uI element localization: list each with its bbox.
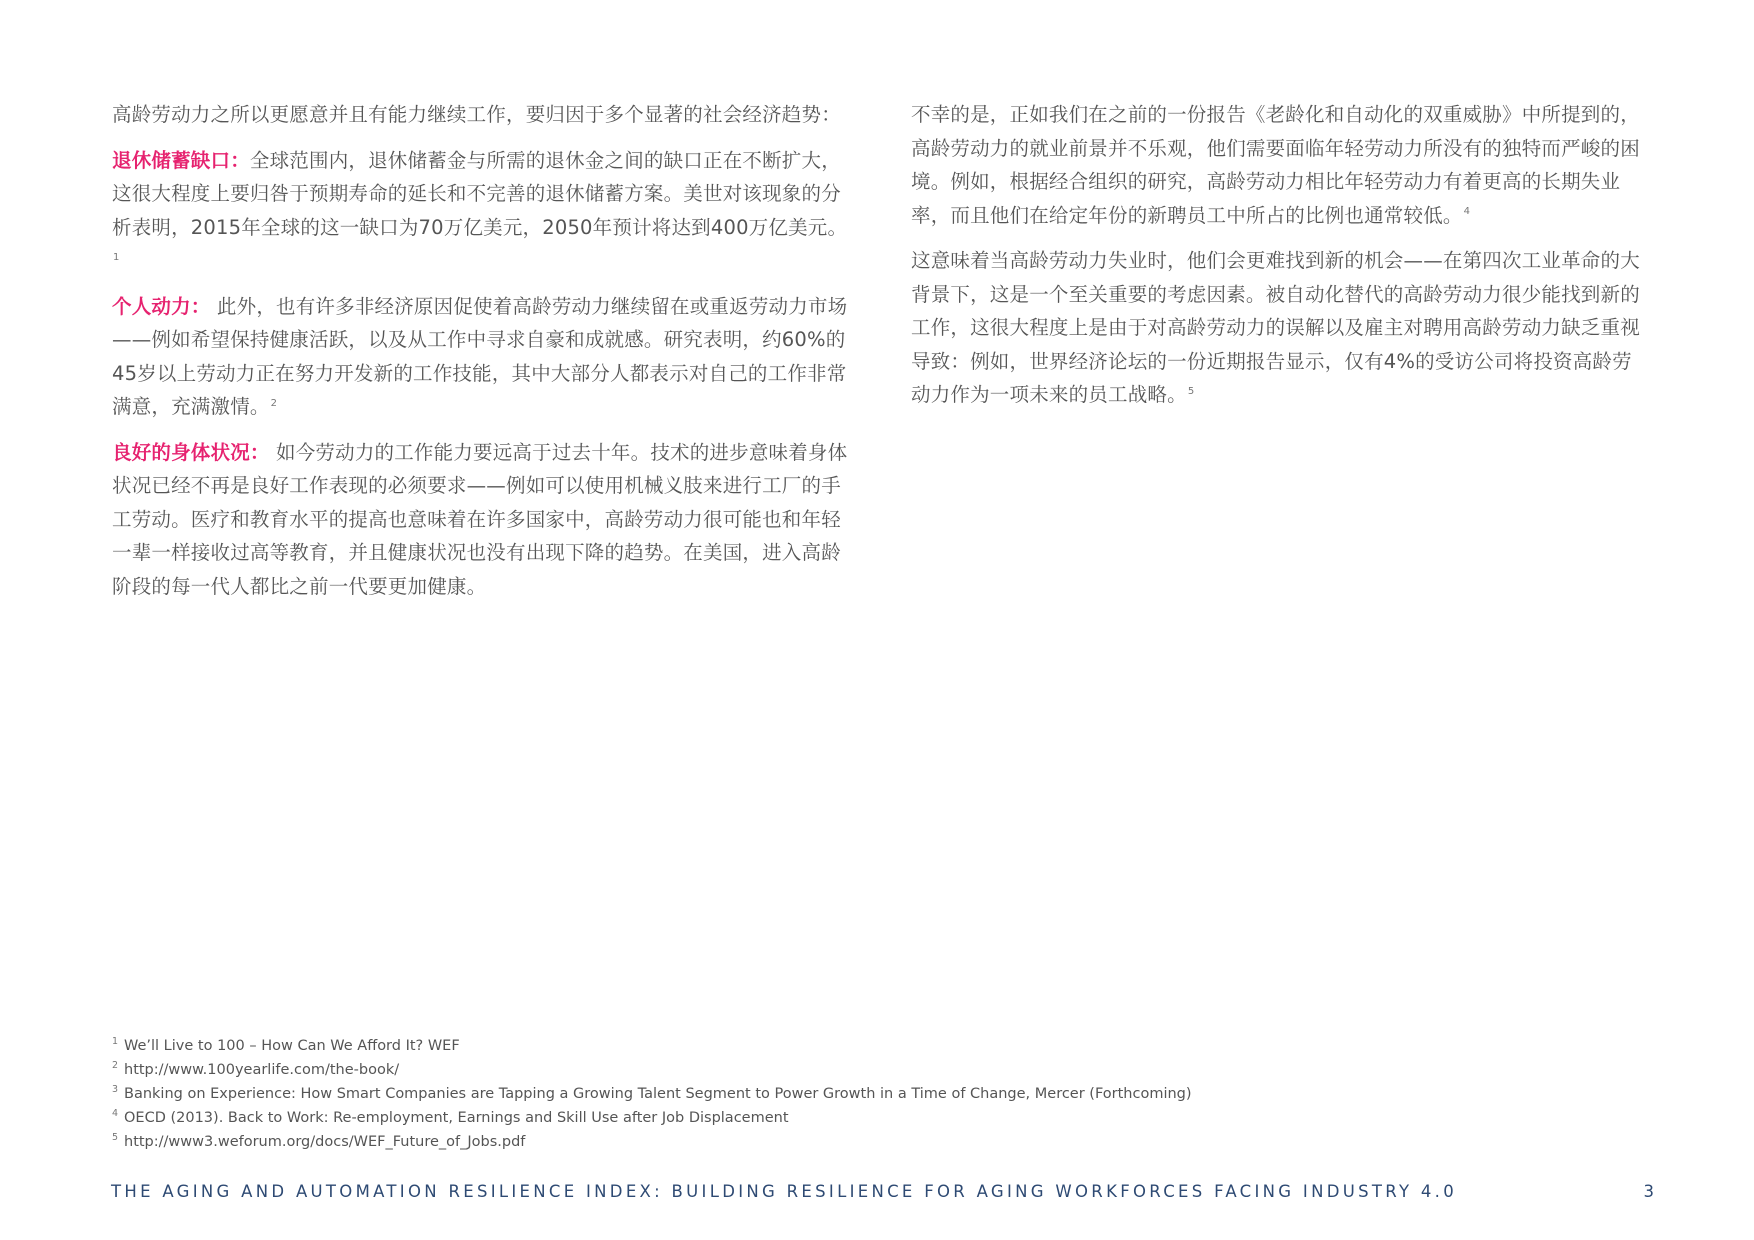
footnote-link[interactable]: http://www.100yearlife.com/the-book/: [124, 1062, 400, 1078]
intro-paragraph: 高龄劳动力之所以更愿意并且有能力继续工作，要归因于多个显著的社会经济趋势：: [112, 103, 841, 126]
footnote-item: 3 Banking on Experience: How Smart Companies are Tapping a Growing Talent Segment to Power Growth in a Time of Change, Mercer (Forthcoming): [112, 1084, 1192, 1102]
section-body: 此外，也有许多非经济原因促使着高龄劳动力继续留在或重返劳动力市场——例如希望保持健康活跃，以及从工作中寻求自豪和成就感。研究表明，约60%的45岁以上劳动力正在努力开发新的工作技能，其中大部分人都表示对自己的工作非常满意，充满激情。: [112, 294, 848, 418]
section-body: 如今劳动力的工作能力要远高于过去十年。技术的进步意味着身体状况已经不再是良好工作表现的必须要求——例如可以使用机械义肢来进行工厂的手工劳动。医疗和教育水平的提高也意味着在许多国家中，高龄劳动力很可能也和年轻一辈一样接收过高等教育，并且健康状况也没有出现下降的趋势。在美国，进入高龄阶段的每一代人都比之前一代要更加健康。: [112, 440, 848, 598]
footnote-link[interactable]: http://www3.weforum.org/docs/WEF_Future_of_Jobs.pdf: [124, 1134, 526, 1150]
footnote-ref[interactable]: 2: [270, 397, 278, 409]
paragraph-unemployment-impact: [911, 244, 1651, 412]
footnote-text: We’ll Live to 100 – How Can We Afford It? WEF: [124, 1038, 460, 1054]
footnote-text: OECD (2013). Back to Work: Re-employment, Earnings and Skill Use after Job Displacement: [124, 1110, 789, 1126]
footnote-item: 1 We’ll Live to 100 – How Can We Afford It? WEF: [112, 1036, 460, 1054]
footnote-ref[interactable]: 4: [1463, 206, 1471, 217]
page-number: 3: [1643, 1182, 1654, 1201]
paragraph-text: 不幸的是，正如我们在之前的一份报告《老龄化和自动化的双重威胁》中所提到的，高龄劳动力的就业前景并不乐观，他们需要面临年轻劳动力所没有的独特而严峻的困境。例如，根据经合组织的研究，高龄劳动力相比年轻劳动力有着更高的长期失业率，而且他们在给定年份的新聘员工中所占的比例也通常较低。: [911, 103, 1640, 227]
paragraph-text: 这意味着当高龄劳动力失业时，他们会更难找到新的机会——在第四次工业革命的大背景下，这是一个至关重要的考虑因素。被自动化替代的高龄劳动力很少能找到新的工作，这很大程度上是由于对高龄劳动力的误解以及雇主对聘用高龄劳动力缺乏重视导致：例如，世界经济论坛的一份近期报告显示，仅有4%的受访公司将投资高龄劳动力作为一项未来的员工战略。: [911, 249, 1640, 406]
footnote-item: 2 http://www.100yearlife.com/the-book/: [112, 1060, 400, 1078]
section-lead: 退休储蓄缺口：: [112, 148, 250, 172]
footnote-text: Banking on Experience: How Smart Companies are Tapping a Growing Talent Segment to Power Growth in a Time of Change, Mercer (Forthcoming): [124, 1086, 1192, 1102]
section-good-health: [112, 436, 852, 604]
right-column: [911, 98, 1651, 424]
footnote-item: 4 OECD (2013). Back to Work: Re-employment, Earnings and Skill Use after Job Displacement: [112, 1108, 789, 1126]
paragraph-employment-outlook: [911, 98, 1651, 232]
left-column: [112, 98, 852, 615]
section-lead: 个人动力：: [112, 294, 211, 318]
footer-report-title: THE AGING AND AUTOMATION RESILIENCE INDEX: BUILDING RESILIENCE FOR AGING WORKFORCES FACING INDUSTRY 4.0: [111, 1182, 1458, 1201]
section-retirement-savings-gap: [112, 144, 852, 278]
footnote-ref[interactable]: 1: [113, 251, 120, 263]
section-personal-motivation: [112, 290, 852, 424]
footnote-item: 5 http://www3.weforum.org/docs/WEF_Future_of_Jobs.pdf: [112, 1132, 526, 1150]
footnotes-list: [112, 1034, 1192, 1154]
section-lead: 良好的身体状况：: [112, 440, 270, 464]
section-body: 全球范围内，退休储蓄金与所需的退休金之间的缺口正在不断扩大，这很大程度上要归咎于预期寿命的延长和不完善的退休储蓄方案。美世对该现象的分析表明，2015年全球的这一缺口为70万亿美元，2050年预计将达到400万亿美元。: [112, 148, 848, 239]
footnote-ref[interactable]: 5: [1187, 385, 1195, 397]
